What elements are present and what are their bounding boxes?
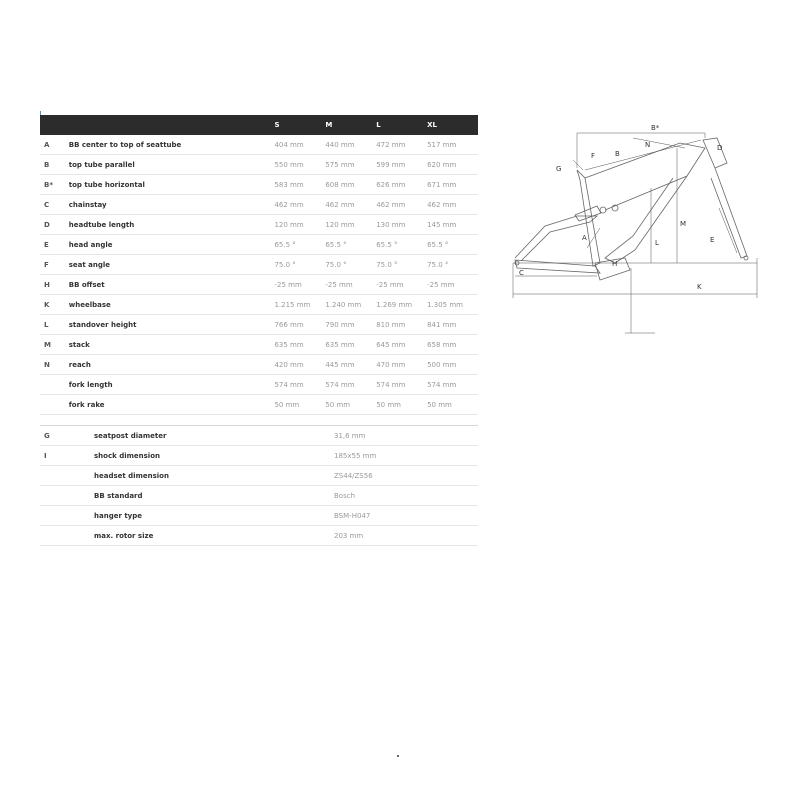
geometry-row-value: 462 mm <box>274 195 325 215</box>
geometry-row-value: 65.5 ° <box>274 235 325 255</box>
geometry-row-value: 404 mm <box>274 135 325 155</box>
geometry-row-value: 120 mm <box>325 215 376 235</box>
frame-geometry-diagram <box>505 118 775 338</box>
geometry-row-value: 574 mm <box>376 375 427 395</box>
header-letter-col <box>40 115 69 135</box>
geometry-row <box>40 215 478 235</box>
spec-row-value: 203 mm <box>334 526 478 546</box>
geometry-row-letter <box>40 375 69 395</box>
geometry-row-label: wheelbase <box>69 295 275 315</box>
spec-table <box>40 425 478 546</box>
shock-shape <box>575 206 601 221</box>
spec-row-letter <box>40 506 94 526</box>
spec-row-letter: I <box>40 446 94 466</box>
spec-row-label: headset dimension <box>94 466 334 486</box>
geometry-row <box>40 295 478 315</box>
geometry-row-value: 470 mm <box>376 355 427 375</box>
geometry-row-value: -25 mm <box>427 275 478 295</box>
spec-row <box>40 426 478 446</box>
b-dim-line <box>585 140 701 170</box>
geometry-row-label: fork rake <box>69 395 275 415</box>
e-dim-arc <box>719 208 737 253</box>
label-d: D <box>717 144 723 152</box>
geometry-row <box>40 375 478 395</box>
geometry-row-value: 671 mm <box>427 175 478 195</box>
geometry-row-label: BB center to top of seattube <box>69 135 275 155</box>
geometry-row-value: 75.0 ° <box>376 255 427 275</box>
header-size-m: M <box>325 115 376 135</box>
spec-row-letter: G <box>40 426 94 446</box>
spec-row-label: shock dimension <box>94 446 334 466</box>
geometry-row-value: 626 mm <box>376 175 427 195</box>
geometry-row-letter: A <box>40 135 69 155</box>
label-l: L <box>655 239 659 247</box>
geometry-row-value: 790 mm <box>325 315 376 335</box>
header-label-col <box>69 115 275 135</box>
geometry-row-value: 550 mm <box>274 155 325 175</box>
geometry-row-value: 574 mm <box>274 375 325 395</box>
geometry-row-value: 75.0 ° <box>274 255 325 275</box>
label-f: F <box>591 152 596 160</box>
geometry-row-value: 462 mm <box>427 195 478 215</box>
spec-row-letter <box>40 486 94 506</box>
label-m: M <box>680 220 687 228</box>
seat-tube-shape <box>577 170 600 266</box>
geometry-row-value: 766 mm <box>274 315 325 335</box>
label-n: N <box>645 141 651 149</box>
label-c: C <box>519 269 524 277</box>
geometry-row-letter: F <box>40 255 69 275</box>
spec-row <box>40 486 478 506</box>
geometry-row <box>40 335 478 355</box>
geometry-row-value: 575 mm <box>325 155 376 175</box>
geometry-row-value: 50 mm <box>376 395 427 415</box>
geometry-row-value: 810 mm <box>376 315 427 335</box>
geometry-table-section <box>40 115 478 546</box>
g-leader-line <box>573 160 583 170</box>
spec-row-value: Bosch <box>334 486 478 506</box>
geometry-row-value: 1.305 mm <box>427 295 478 315</box>
spec-row-value: BSM-H047 <box>334 506 478 526</box>
geometry-row-value: 645 mm <box>376 335 427 355</box>
geometry-row-value: 65.5 ° <box>376 235 427 255</box>
geometry-row-value: 1.215 mm <box>274 295 325 315</box>
geometry-row-value: -25 mm <box>274 275 325 295</box>
geometry-row-value: 599 mm <box>376 155 427 175</box>
geometry-row-value: 635 mm <box>274 335 325 355</box>
geometry-row-label: standover height <box>69 315 275 335</box>
label-bstar: B* <box>651 124 660 132</box>
geometry-row-letter: K <box>40 295 69 315</box>
geometry-row <box>40 355 478 375</box>
geometry-row-letter: M <box>40 335 69 355</box>
geometry-row-value: 145 mm <box>427 215 478 235</box>
geometry-row-value: 65.5 ° <box>427 235 478 255</box>
geometry-row <box>40 155 478 175</box>
geometry-row-value: 130 mm <box>376 215 427 235</box>
chainstay-shape <box>515 260 600 273</box>
frame-outline <box>515 138 748 280</box>
header-size-l: L <box>376 115 427 135</box>
geometry-row-value: 50 mm <box>427 395 478 415</box>
geometry-row-value: 445 mm <box>325 355 376 375</box>
geometry-row <box>40 175 478 195</box>
spec-row-letter <box>40 526 94 546</box>
geometry-row-label: stack <box>69 335 275 355</box>
spec-row-value: ZS44/ZS56 <box>334 466 478 486</box>
label-a: A <box>582 234 587 242</box>
geometry-row-label: top tube parallel <box>69 155 275 175</box>
geometry-row-label: fork length <box>69 375 275 395</box>
geometry-row-value: 620 mm <box>427 155 478 175</box>
geometry-row-value: 517 mm <box>427 135 478 155</box>
geometry-row-value: 75.0 ° <box>427 255 478 275</box>
geometry-row-value: 841 mm <box>427 315 478 335</box>
geometry-row <box>40 135 478 155</box>
geometry-row-value: 658 mm <box>427 335 478 355</box>
spec-table-body <box>40 426 478 546</box>
geometry-row-letter: B <box>40 155 69 175</box>
header-size-s: S <box>274 115 325 135</box>
label-g: G <box>556 165 562 173</box>
footer-dot <box>397 755 399 757</box>
geometry-row-value: 472 mm <box>376 135 427 155</box>
geometry-row-value: 574 mm <box>325 375 376 395</box>
spec-row <box>40 446 478 466</box>
geometry-row-value: 635 mm <box>325 335 376 355</box>
geometry-table-body <box>40 135 478 415</box>
geometry-row-value: 75.0 ° <box>325 255 376 275</box>
geometry-row-value: 462 mm <box>376 195 427 215</box>
label-e: E <box>710 236 715 244</box>
geometry-row-value: 500 mm <box>427 355 478 375</box>
geometry-row <box>40 235 478 255</box>
label-h: H <box>612 260 618 268</box>
spec-row <box>40 466 478 486</box>
label-k: K <box>697 283 702 291</box>
geometry-row-value: 1.269 mm <box>376 295 427 315</box>
spec-row-label: seatpost diameter <box>94 426 334 446</box>
geometry-row-value: 420 mm <box>274 355 325 375</box>
geometry-row-value: 1.240 mm <box>325 295 376 315</box>
geometry-table <box>40 115 478 415</box>
geometry-row-value: 440 mm <box>325 135 376 155</box>
geometry-row-letter: N <box>40 355 69 375</box>
geometry-row-letter: C <box>40 195 69 215</box>
geometry-row-label: chainstay <box>69 195 275 215</box>
label-b: B <box>615 150 620 158</box>
geometry-row-letter: H <box>40 275 69 295</box>
fork-shape <box>711 168 747 258</box>
head-tube-shape <box>703 138 727 168</box>
geometry-row-letter: L <box>40 315 69 335</box>
spec-row-label: BB standard <box>94 486 334 506</box>
geometry-row-value: 120 mm <box>274 215 325 235</box>
spec-row-value: 185x55 mm <box>334 446 478 466</box>
geometry-row-label: reach <box>69 355 275 375</box>
header-size-xl: XL <box>427 115 478 135</box>
geometry-row-label: top tube horizontal <box>69 175 275 195</box>
geometry-row-value: 65.5 ° <box>325 235 376 255</box>
geometry-row-label: headtube length <box>69 215 275 235</box>
spec-row <box>40 506 478 526</box>
geometry-row-label: head angle <box>69 235 275 255</box>
spec-row-value: 31,6 mm <box>334 426 478 446</box>
geometry-row <box>40 315 478 335</box>
geometry-row <box>40 255 478 275</box>
geometry-row-value: 50 mm <box>325 395 376 415</box>
spec-row-letter <box>40 466 94 486</box>
geometry-row-value: -25 mm <box>376 275 427 295</box>
geometry-row-letter <box>40 395 69 415</box>
geometry-header-row <box>40 115 478 135</box>
geometry-row-value: 583 mm <box>274 175 325 195</box>
geometry-row <box>40 275 478 295</box>
geometry-row-value: 574 mm <box>427 375 478 395</box>
geometry-row-letter: E <box>40 235 69 255</box>
geometry-row-label: seat angle <box>69 255 275 275</box>
geometry-row-value: 50 mm <box>274 395 325 415</box>
spec-row-label: hanger type <box>94 506 334 526</box>
geometry-row-letter: B* <box>40 175 69 195</box>
spec-row <box>40 526 478 546</box>
geometry-row <box>40 195 478 215</box>
geometry-row <box>40 395 478 415</box>
n-dim-line <box>633 138 685 148</box>
down-tube-shape <box>605 176 687 263</box>
geometry-row-label: BB offset <box>69 275 275 295</box>
geometry-row-value: -25 mm <box>325 275 376 295</box>
geometry-row-letter: D <box>40 215 69 235</box>
spec-row-label: max. rotor size <box>94 526 334 546</box>
geometry-row-value: 608 mm <box>325 175 376 195</box>
geometry-row-value: 462 mm <box>325 195 376 215</box>
